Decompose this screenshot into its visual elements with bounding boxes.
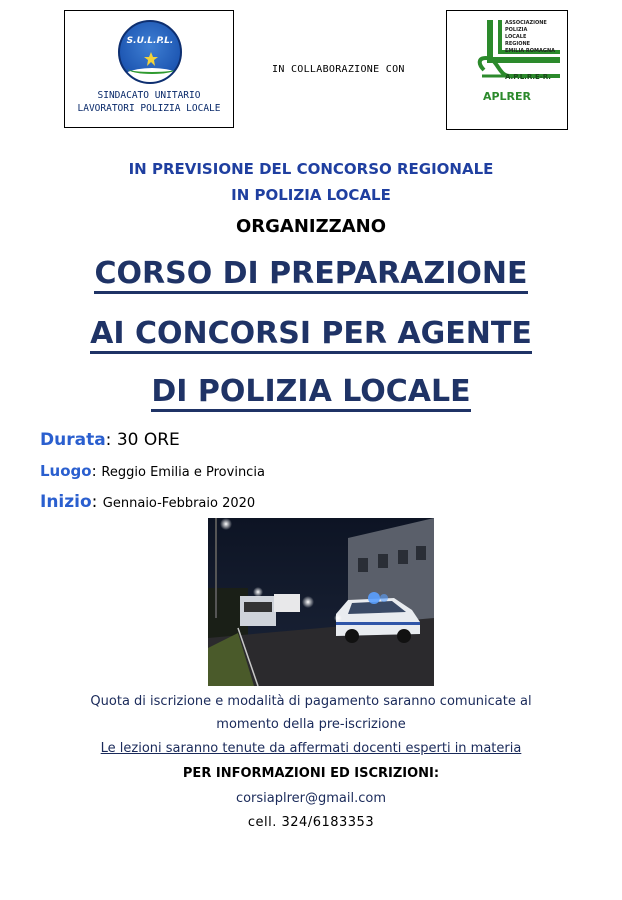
title-line-3: DI POLIZIA LOCALE — [0, 374, 622, 409]
sulpl-emblem-text: S.U.L.P.L. — [126, 36, 174, 46]
phone-number: cell. 324/6183353 — [247, 815, 375, 830]
sulpl-emblem — [118, 20, 182, 84]
detail-durata: Durata: 30 ORE — [40, 430, 180, 450]
aplrer-line-2: POLIZIA — [505, 27, 528, 33]
collaboration-text: IN COLLABORAZIONE CON — [272, 64, 405, 75]
title-line-2: AI CONCORSI PER AGENTE — [0, 316, 622, 351]
detail-luogo: Luogo: Reggio Emilia e Provincia — [40, 462, 265, 480]
email-link[interactable]: corsiaplrer@gmail.com — [235, 791, 387, 806]
quota-line-1: Quota di iscrizione e modalità di pagamento saranno comunicate al — [90, 694, 532, 709]
info-title: PER INFORMAZIONI ED ISCRIZIONI: — [182, 766, 440, 781]
title-line-1: CORSO DI PREPARAZIONE — [0, 256, 622, 291]
organizzano-heading: ORGANIZZANO — [235, 216, 387, 237]
sulpl-caption-line1: SINDACATO UNITARIO — [97, 90, 201, 101]
aplrer-line-1: ASSOCIAZIONE — [505, 20, 547, 26]
quota-line-2: momento della pre-iscrizione — [216, 717, 406, 732]
aplrer-line-5: EMILIA ROMAGNA — [505, 48, 556, 54]
aplrer-name: APLRER — [482, 90, 532, 103]
detail-inizio: Inizio: Gennaio-Febbraio 2020 — [40, 492, 256, 512]
lezioni-text: Le lezioni saranno tenute da affermati docenti esperti in materia — [100, 741, 522, 756]
intro-line-1: IN PREVISIONE DEL CONCORSO REGIONALE — [128, 160, 494, 178]
sulpl-caption-line2: LAVORATORI POLIZIA LOCALE — [77, 103, 221, 114]
aplrer-line-4: REGIONE — [505, 41, 531, 47]
intro-line-2: IN POLIZIA LOCALE — [231, 186, 391, 204]
aplrer-short-name: A.P.L.R.E-R. — [505, 73, 551, 81]
police-car-photo — [208, 518, 434, 686]
aplrer-line-3: LOCALE — [505, 34, 527, 40]
